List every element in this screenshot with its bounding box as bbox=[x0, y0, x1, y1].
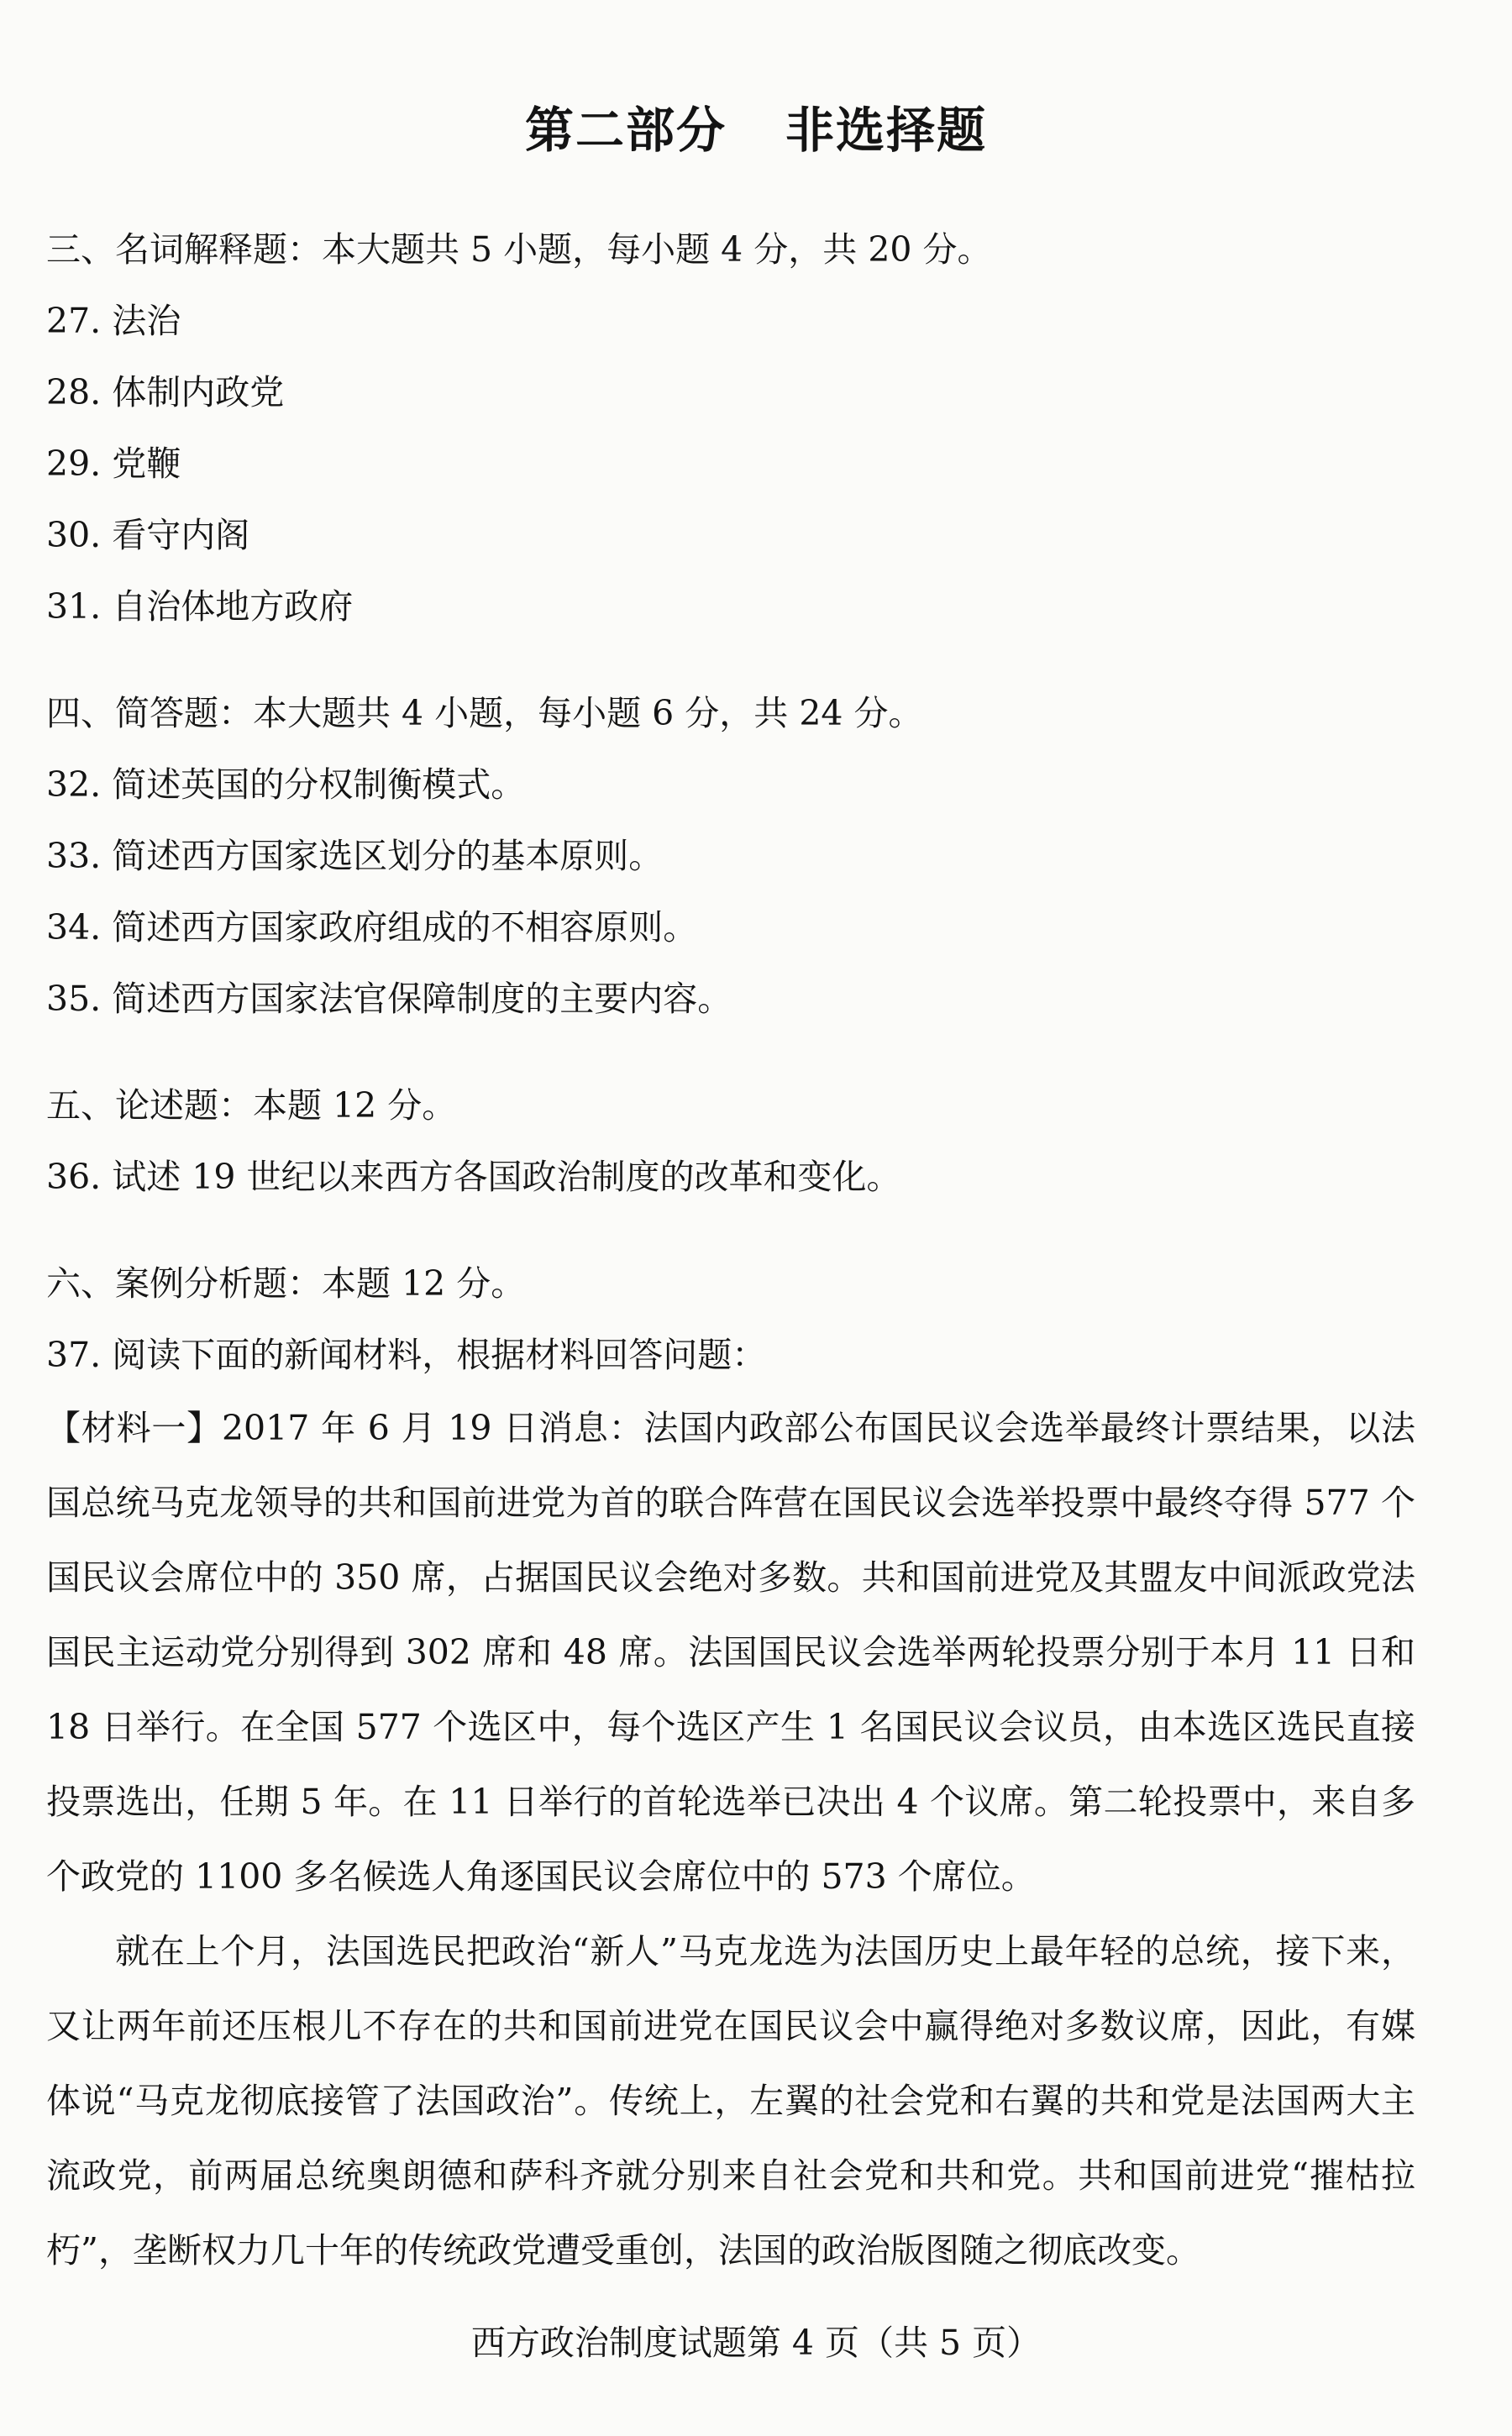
question-28: 28. 体制内政党 bbox=[46, 372, 285, 412]
title-part: 第二部分 bbox=[524, 102, 727, 159]
material-1-paragraph-1: 【材料一】2017 年 6 月 19 日消息：法国内政部公布国民议会选举最终计票结果，以法国总统马克龙领导的共和国前进党为首的联合阵营在国民议会选举投票中最终夺得 577 个国民议会席位中的 350 席，占据国民议会绝对多数。共和国前进党及其盟友中间派政党法国民主运动党分别得到 302 席和 48 席。法国国民议会选举两轮投票分别于本月 11 日和 18 日举行。在全国 577 个选区中，每个选区产生 1 名国民议会议员，由本选区选民直接投票选出，任期 5 年。在 11 日举行的首轮选举已决出 4 个议席。第二轮投票中，来自多个政党的 1100 多名候选人角逐国民议会席位中的 573 个席位。 bbox=[46, 1408, 1415, 1897]
question-33: 33. 简述西方国家选区划分的基本原则。 bbox=[46, 836, 664, 876]
question-36: 36. 试述 19 世纪以来西方各国政治制度的改革和变化。 bbox=[46, 1157, 901, 1197]
question-34: 34. 简述西方国家政府组成的不相容原则。 bbox=[46, 907, 698, 948]
title-name: 非选择题 bbox=[785, 102, 988, 159]
page-footer: 西方政治制度试题第 4 页（共 5 页） bbox=[470, 2323, 1042, 2363]
section-5-heading: 五、论述题：本题 12 分。 bbox=[46, 1085, 457, 1126]
material-1-paragraph-2: 就在上个月，法国选民把政治“新人”马克龙选为法国历史上最年轻的总统，接下来，又让两年前还压根儿不存在的共和国前进党在国民议会中赢得绝对多数议席，因此，有媒体说“马克龙彻底接管了法国政治”。传统上，左翼的社会党和右翼的共和党是法国两大主流政党，前两届总统奥朗德和萨科齐就分别来自社会党和共和党。共和国前进党“摧枯拉朽”，垄断权力几十年的传统政党遭受重创，法国的政治版图随之彻底改变。 bbox=[46, 1931, 1415, 2271]
question-31: 31. 自治体地方政府 bbox=[46, 586, 354, 627]
question-27: 27. 法治 bbox=[46, 301, 181, 341]
section-6-heading: 六、案例分析题：本题 12 分。 bbox=[46, 1263, 526, 1304]
question-29: 29. 党鞭 bbox=[46, 444, 181, 484]
question-37: 37. 阅读下面的新闻材料，根据材料回答问题： bbox=[46, 1335, 767, 1375]
question-32: 32. 简述英国的分权制衡模式。 bbox=[46, 764, 526, 805]
question-30: 30. 看守内阁 bbox=[46, 515, 250, 555]
exam-content bbox=[46, 214, 1415, 2288]
question-35: 35. 简述西方国家法官保障制度的主要内容。 bbox=[46, 979, 732, 1019]
page-title bbox=[0, 91, 1512, 161]
section-4-heading: 四、简答题：本大题共 4 小题，每小题 6 分，共 24 分。 bbox=[46, 693, 923, 733]
section-3-heading: 三、名词解释题：本大题共 5 小题，每小题 4 分，共 20 分。 bbox=[46, 229, 992, 270]
